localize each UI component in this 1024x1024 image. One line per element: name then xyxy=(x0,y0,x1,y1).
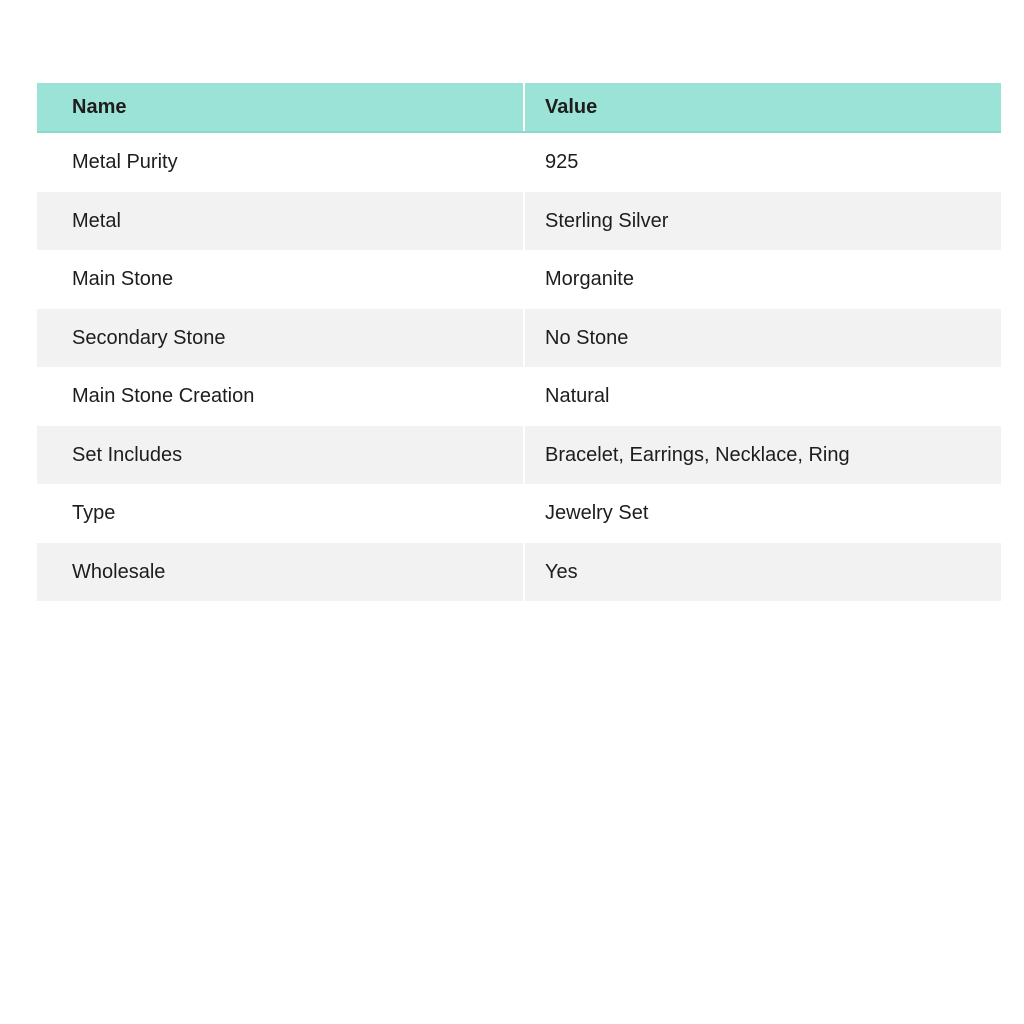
table-row xyxy=(37,426,1001,485)
table-row xyxy=(37,133,1001,192)
attribute-value: Jewelry Set xyxy=(545,502,649,525)
attribute-name: Type xyxy=(37,484,525,543)
attribute-value: 925 xyxy=(545,151,579,174)
attribute-value: Morganite xyxy=(545,268,634,291)
table-row xyxy=(37,484,1001,543)
attribute-value: No Stone xyxy=(545,326,629,349)
table-row xyxy=(37,367,1001,426)
table-row xyxy=(37,309,1001,368)
attribute-name: Secondary Stone xyxy=(37,309,525,368)
column-header-name: Name xyxy=(37,83,525,131)
table-row xyxy=(37,543,1001,602)
table-header-row xyxy=(37,83,1001,133)
attribute-name: Set Includes xyxy=(37,426,525,485)
attribute-value: Sterling Silver xyxy=(545,209,669,232)
product-attributes-table xyxy=(37,83,1001,601)
attribute-name: Metal xyxy=(37,192,525,251)
attribute-name: Main Stone Creation xyxy=(37,367,525,426)
attribute-value: Bracelet, Earrings, Necklace, Ring xyxy=(545,443,850,466)
table-row xyxy=(37,250,1001,309)
attribute-name: Metal Purity xyxy=(37,133,525,192)
attribute-value: Natural xyxy=(545,385,610,408)
column-header-value: Value xyxy=(545,96,598,118)
attribute-value: Yes xyxy=(545,560,578,583)
attribute-name: Wholesale xyxy=(37,543,525,602)
attribute-name: Main Stone xyxy=(37,250,525,309)
table-row xyxy=(37,192,1001,251)
